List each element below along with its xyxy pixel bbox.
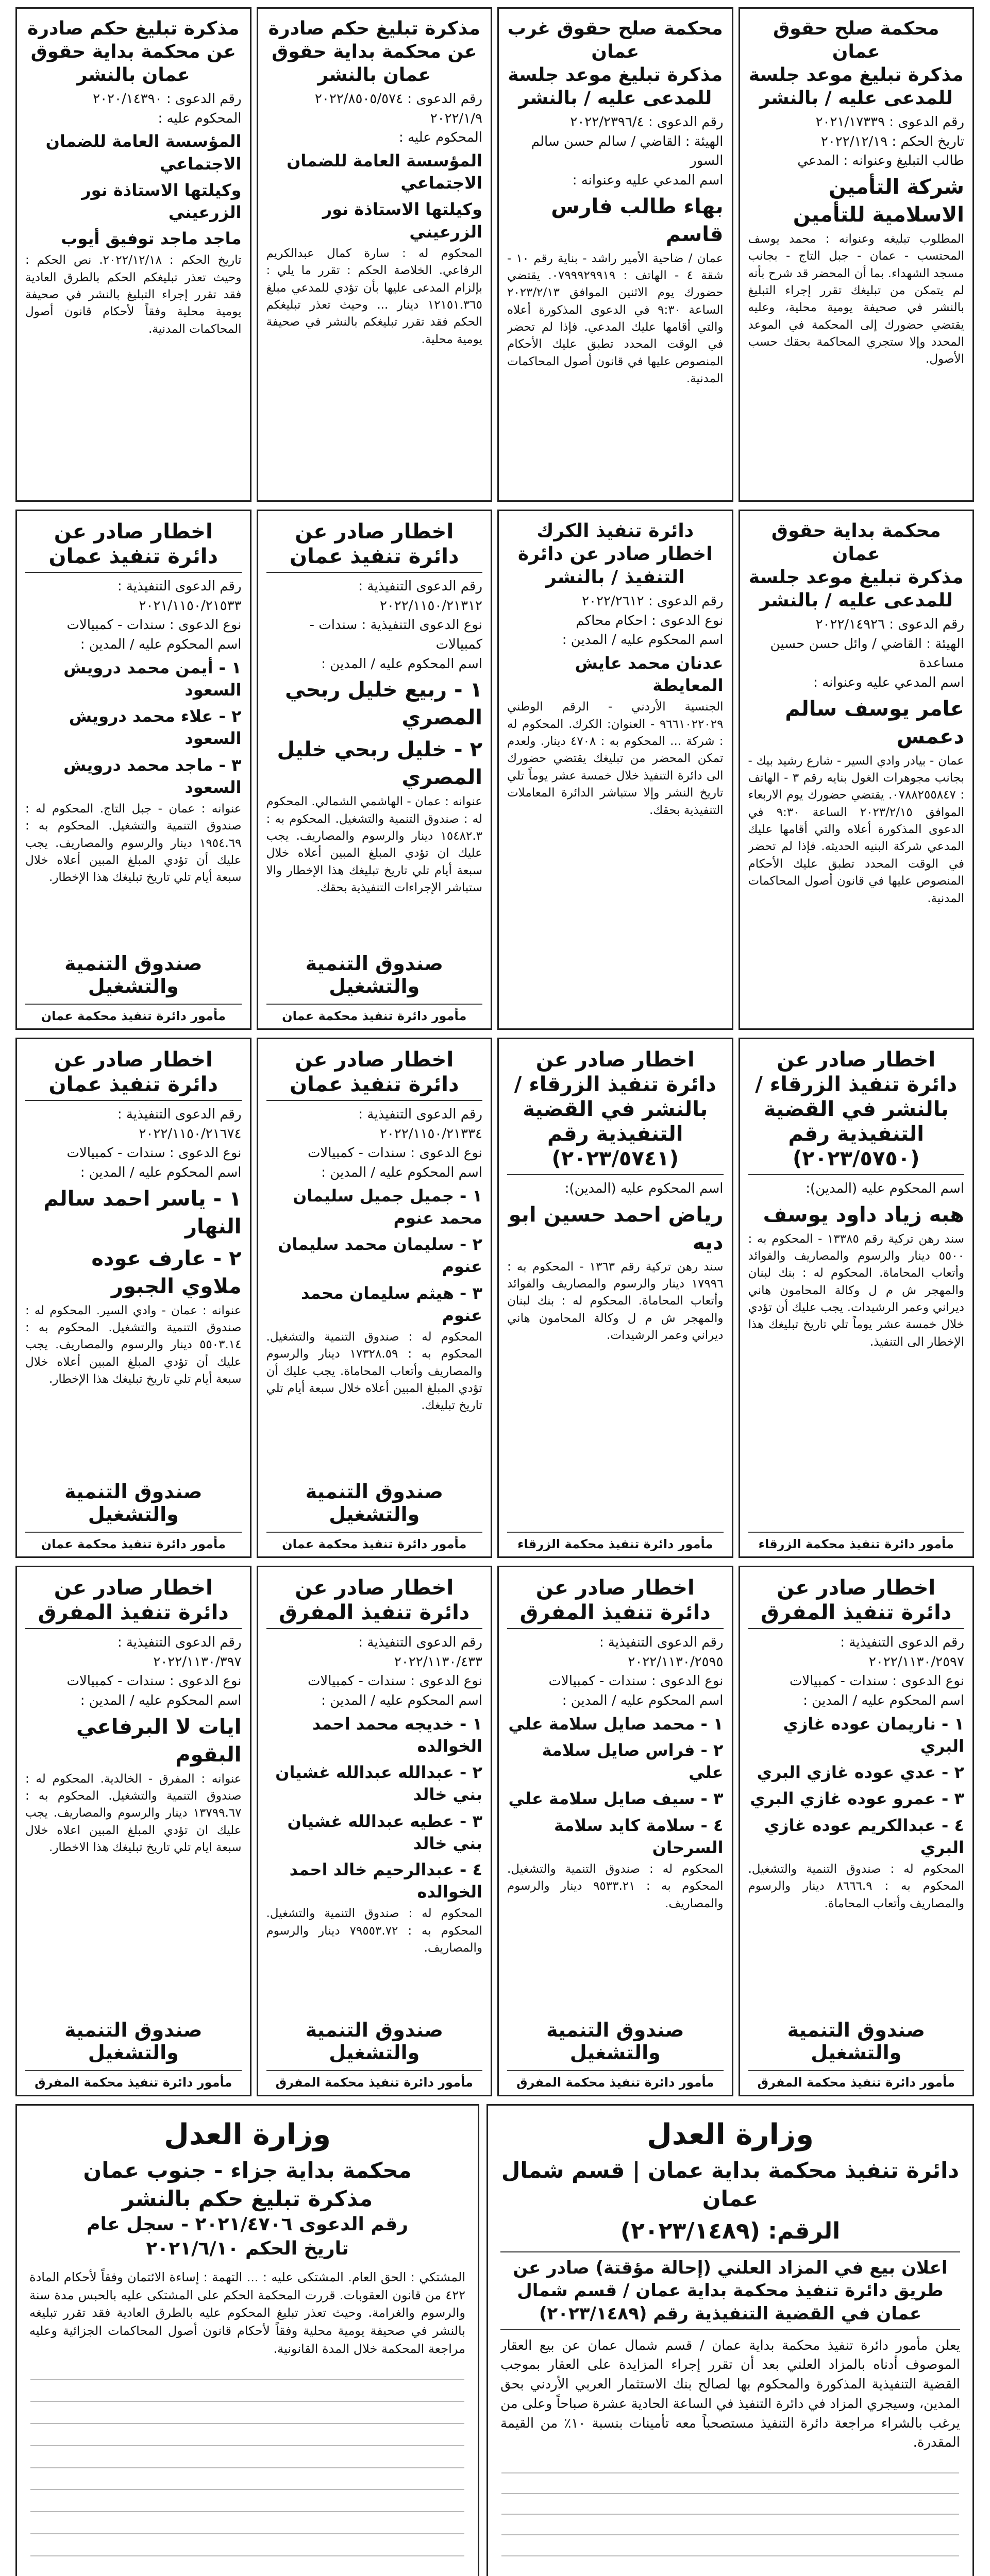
notice-heading: اخطار صادر عن دائرة تنفيذ عمان — [266, 1047, 483, 1101]
party-name: ٢ - سليمان محمد سليمان عنوم — [278, 1234, 482, 1277]
party-name: ٢ - عبدالله عبدالله غشيان بني خالد — [275, 1762, 482, 1805]
party-name: ٣ - عطيه عبدالله غشيان بني خالد — [287, 1811, 482, 1853]
notice-meta: رقم الدعوى التنفيذية : ٢٠٢٢/١١٣٠/٤٣٣ نوع الدعوى : سندات - كمبيالات اسم المحكوم عليه / المدين : — [307, 1635, 482, 1709]
party-name: هبه زياد داود يوسف — [763, 1202, 964, 1227]
creditor-name: صندوق التنمية والتشغيل — [546, 2019, 684, 2064]
notice-body: سند رهن تركية رقم ١٣٣٨٥ - المحكوم به : ٥٥٠٠ دينار والرسوم والمصاريف والفوائد وأتعاب المحاماة. المحكوم له : بنك لبنان والمهجر ش م ل وكالة المحامون هاني ديراني وعمر الرشيدات. يجب عليك أن تؤدي خلال خمسة عشر يوماً تلي تاريخ تبليغك هذا الإخطار الى التنفيذ. — [748, 1232, 964, 1349]
signature: مأمور دائرة تنفيذ محكمة المفرق — [507, 2070, 724, 2090]
signature: مأمور دائرة تنفيذ محكمة عمان — [25, 1004, 242, 1023]
notice-meta: رقم الدعوى : ٢٠٢٢/١٤٩٢٦ الهيئة : القاضي / وائل حسن حسين مساعدة اسم المدعي عليه وعنوانه : — [770, 617, 964, 691]
party-name: ١ - خديجه محمد احمد الخوالده — [312, 1714, 482, 1756]
notice-heading: اخطار صادر عن دائرة تنفيذ المفرق — [25, 1575, 242, 1629]
notice-body: عمان - بيادر وادي السير - شارع رشيد بيك - بجانب مجوهرات الغول بنايه رقم ٣ - الهاتف : ٠٧٨٨٢٥٥٨٤٧. يقتضي حضورك يوم الاربعاء الموافق ٢٠٢٣/٢/١٥ الساعة ٩:٣٠ في الدعوى المذكورة أعلاه والتي أقامها عليك المدعي شركة البنيه الحديثه. فإذا لم تحضر في الوقت المحدد تطبق عليك الأحكام المنصوص عليها في قانون أصول المحاكمات المدنية. — [748, 754, 964, 905]
notice-body: المحكوم له : صندوق التنمية والتشغيل. المحكوم به : ٨٦٦٦.٩ دينار والرسوم والمصاريف وأتعاب المحاماة. — [748, 1862, 964, 1910]
notice-heading: اخطار صادر عن دائرة تنفيذ عمان — [25, 1047, 242, 1101]
auction-reference: الرقم: (٢٠٢٣/١٤٨٩) — [620, 2218, 841, 2245]
signature: مأمور دائرة تنفيذ محكمة عمان — [25, 1532, 242, 1551]
party-name: ٤ - عبدالرحيم خالد احمد الخوالده — [289, 1859, 482, 1902]
notice-meta: رقم الدعوى التنفيذية : ٢٠٢٢/١١٥٠/٢١٣١٢ نوع الدعوى التنفيذية : سندات - كمبيالات اسم المحكوم عليه / المدين : — [309, 579, 482, 672]
judgment-body: المشتكي : الحق العام. المشتكى عليه : ... التهمة : إساءة الائتمان وفقاً لأحكام المادة ٤٢٢ من قانون العقوبات. قررت المحكمة الحكم على المشتكى عليه بالحبس مدة سنة والرسوم والغرامة. وحيث تعذر تبليغ المحكوم عليه بالطرق العادية فقد تقرر تبليغه بالنشر في صحيفة يومية محلية وفقاً لأحكام قانون أصول المحاكمات الجزائية وعليه مراجعة المحكمة خلال المدة القانونية. — [29, 2269, 465, 2356]
party-name: المؤسسة العامة للضمان الاجتماعي — [45, 131, 242, 174]
notice-card — [15, 510, 251, 1030]
party-name: ٤ - عبدالكريم عوده غازي البري — [764, 1815, 964, 1857]
auction-notice — [486, 2104, 974, 2576]
notice-body: تاريخ الحكم : ٢٠٢٢/١٢/١٨. نص الحكم : وحيث تعذر تبليغكم الحكم بالطرق العادية فقد تقرر إجراء التبليغ بالنشر في صحيفة يومية محلية وفقاً لأحكام قانون أصول المحاكمات المدنية. — [25, 253, 242, 336]
party-name: شركة التأمين الاسلامية للتأمين — [793, 175, 964, 227]
party-name: ماجد ماجد توفيق أيوب — [61, 229, 242, 249]
ministry-title: وزارة العدل — [647, 2118, 814, 2151]
notice-heading: اخطار صادر عن دائرة تنفيذ المفرق — [748, 1575, 965, 1629]
notice-meta: رقم الدعوى : ٢٠٢٠/١٤٣٩٠ المحكوم عليه : — [93, 91, 242, 126]
notice-card — [497, 7, 733, 502]
signature: مأمور دائرة تنفيذ محكمة عمان — [266, 1532, 483, 1551]
court-name: محكمة بداية جزاء - جنوب عمان — [83, 2158, 412, 2183]
notices-row-1 — [15, 7, 974, 502]
notice-card — [497, 1566, 733, 2096]
notice-body: المحكوم له : صندوق التنمية والتشغيل. المحكوم به : ٩٥٣٣.٢١ دينار والرسوم والمصاريف. — [507, 1862, 724, 1910]
notice-body: الجنسية الأردني - الرقم الوطني ٩٦٦١٠٢٢٠٢٩ - العنوان: الكرك. المحكوم له : شركة ... المحكوم به : ٤٧٠٨ دينار. ولعدم تمكن المحضر من تبليغك يقتضي حضورك الى دائرة التنفيذ خلال خمسة عشر يوماً تلي تاريخ النشر وإلا ستباشر الدائرة المعاملات التنفيذية بحقك. — [507, 700, 724, 817]
party-name: ٤ - سلامة كايد سلامة السرحان — [554, 1815, 724, 1857]
notice-heading: اخطار صادر عن دائرة تنفيذ عمان — [266, 519, 483, 573]
notice-card — [739, 7, 975, 502]
notice-meta: اسم المحكوم عليه (المدين): — [806, 1181, 964, 1196]
judgment-notice — [15, 2104, 479, 2576]
party-name: عامر يوسف سالم دعمس — [785, 697, 964, 749]
notice-heading: مذكرة تبليغ حكم صادرة عن محكمة بداية حقوق عمان بالنشر — [268, 18, 480, 86]
notice-body: عمان / ضاحية الأمير راشد - بناية رقم ١٠ - شقة ٤ - الهاتف : ٠٧٩٩٩٢٩٩١٩. يقتضي حضورك يوم الاثنين الموافق ٢٠٢٣/٢/١٣ الساعة ٩:٣٠ في الدعوى المذكورة أعلاه والتي أقامها عليك المدعي. فإذا لم تحضر في الوقت المحدد تطبق عليك الأحكام المنصوص عليها في قانون أصول المحاكمات المدنية. — [507, 251, 724, 386]
notice-card — [15, 1566, 251, 2096]
creditor-name: صندوق التنمية والتشغيل — [64, 952, 203, 997]
notice-body: عنوانه : المفرق - الخالدية. المحكوم له : صندوق التنمية والتشغيل. المحكوم به : ١٣٧٩٩.٦٧ دينار والرسوم والمصاريف. يجب عليك ان تؤدي المبلغ المبين اعلاه خلال سبعة ايام تلي تاريخ تبليغك هذا الاخطار. — [25, 1772, 242, 1855]
fine-print — [500, 2453, 960, 2576]
notice-card — [257, 7, 493, 502]
notice-body: عنوانه : عمان - جبل التاج. المحكوم له : صندوق التنمية والتشغيل. المحكوم به : ١٩٥٤.٦٩ دينار والرسوم والمصاريف. يجب عليك أن تؤدي المبلغ المبين أعلاه خلال سبعة أيام تلي تاريخ تبليغك هذا الإخطار. — [25, 802, 242, 885]
party-name: رياض احمد حسين ابو ديه — [508, 1202, 724, 1255]
party-name: المؤسسة العامة للضمان الاجتماعي — [287, 151, 482, 193]
notice-card — [739, 1038, 975, 1558]
party-name: وكيلتها الاستاذة نور الزرعيني — [81, 180, 242, 222]
notice-body: سند رهن تركية رقم ١٣٦٣ - المحكوم به : ١٧٩٩٦ دينار والرسوم والمصاريف والفوائد وأتعاب المحاماة. المحكوم له : بنك لبنان والمهجر ش م ل وكالة المحامون هاني ديراني وعمر الرشيدات. — [507, 1260, 724, 1343]
creditor-name: صندوق التنمية والتشغيل — [787, 2019, 925, 2064]
party-name: ٣ - عمرو عوده غازي البري — [750, 1789, 964, 1809]
notice-body: عنوانه : عمان - وادي السير. المحكوم له : صندوق التنمية والتشغيل. المحكوم به : ٥٥٠٣.١٤ دينار والرسوم والمصاريف. يجب عليك أن تؤدي المبلغ المبين أعلاه خلال سبعة أيام تلي تاريخ تبليغك هذا الإخطار. — [25, 1303, 242, 1386]
notices-row-2 — [15, 510, 974, 1030]
signature: مأمور دائرة تنفيذ محكمة المفرق — [748, 2070, 965, 2090]
notice-card — [257, 1566, 493, 2096]
party-name: ٢ - خليل ربحي خليل المصري — [277, 738, 482, 790]
party-name: ١ - جميل جميل سليمان محمد عنوم — [292, 1185, 482, 1228]
creditor-name: صندوق التنمية والتشغيل — [64, 2019, 203, 2064]
party-name: ٢ - فراس صايل سلامة علي — [542, 1740, 724, 1783]
party-name: ١ - أيمن محمد درويش السعود — [63, 657, 242, 700]
auction-body: يعلن مأمور دائرة تنفيذ محكمة بداية عمان / قسم شمال عمان عن بيع العقار الموصوف أدناه بالمزاد العلني بعد أن تقرر إجراء المزايدة على العقار بموجب القضية التنفيذية المذكورة والمحكوم بها لصالح بنك الاستثمار العربي الأردني بحق المدين، وسيجري المزاد في دائرة التنفيذ في الساعة الحادية عشرة صباحاً وعلى من يرغب بالشراء مراجعة دائرة التنفيذ مستصحباً معه تأمينات بنسبة ١٠٪ من القيمة المقدرة. — [500, 2337, 960, 2451]
notice-heading: دائرة تنفيذ الكرك اخطار صادر عن دائرة التنفيذ / بالنشر — [517, 520, 713, 588]
notice-meta: رقم الدعوى : ٢٠٢١/١٧٣٣٩ تاريخ الحكم : ٢٠٢٢/١٢/١٩ طالب التبليغ وعنوانه : المدعي — [797, 114, 964, 169]
notice-body: عنوانه : عمان - الهاشمي الشمالي. المحكوم له : صندوق التنمية والتشغيل. المحكوم به : ١٥٤٨٢.٣ دينار والرسوم والمصاريف. يجب عليك ان تؤدي المبلغ المبين أعلاه خلال سبعة أيام تلي تاريخ تبليغك هذا الإخطار والا ستباشر الإجراءات التنفيذية بحقك. — [266, 795, 482, 895]
signature: مأمور دائرة تنفيذ محكمة المفرق — [266, 2070, 483, 2090]
auction-announcement: اعلان بيع في المزاد العلني (إحالة مؤقتة) صادر عن طريق دائرة تنفيذ محكمة بداية عمان / قسم شمال عمان في القضية التنفيذية رقم (٢٠٢٣/١٤٨٩) — [500, 2251, 960, 2330]
notice-meta: رقم الدعوى التنفيذية : ٢٠٢١/١١٥٠/٢١٥٣٣ نوع الدعوى : سندات - كمبيالات اسم المحكوم عليه / المدين : — [66, 579, 242, 653]
notice-heading: اخطار صادر عن دائرة تنفيذ المفرق — [266, 1575, 483, 1629]
notice-meta: رقم الدعوى التنفيذية : ٢٠٢٢/١١٣٠/٢٥٩٥ نوع الدعوى : سندات - كمبيالات اسم المحكوم عليه / المدين : — [548, 1635, 724, 1709]
signature: مأمور دائرة تنفيذ محكمة الزرقاء — [748, 1532, 965, 1551]
party-name: ٣ - سيف صايل سلامة علي — [508, 1789, 724, 1809]
party-name: ٣ - هيثم سليمان محمد عنوم — [301, 1283, 482, 1325]
notice-heading: اخطار صادر عن دائرة تنفيذ المفرق — [507, 1575, 724, 1629]
creditor-name: صندوق التنمية والتشغيل — [305, 952, 443, 997]
bottom-section — [15, 2104, 974, 2576]
party-name: ١ - ناريمان عوده غازي البري — [783, 1714, 964, 1756]
auction-department: دائرة تنفيذ محكمة بداية عمان | قسم شمال عمان — [501, 2158, 960, 2211]
notice-heading: اخطار صادر عن دائرة تنفيذ عمان — [25, 519, 242, 573]
notice-meta: رقم الدعوى التنفيذية : ٢٠٢٢/١١٥٠/٢١٣٣٤ نوع الدعوى : سندات - كمبيالات اسم المحكوم عليه / المدين : — [307, 1107, 482, 1181]
case-number: رقم الدعوى ٢٠٢١/٤٧٠٦ - سجل عام — [87, 2214, 408, 2235]
notice-card — [497, 510, 733, 1030]
signature: مأمور دائرة تنفيذ محكمة عمان — [266, 1004, 483, 1023]
notice-body: المحكوم له : صندوق التنمية والتشغيل. المحكوم به : ١٧٣٢٨.٥٩ دينار والرسوم والمصاريف وأتعاب المحاماة. يجب عليك أن تؤدي المبلغ المبين أعلاه خلال سبعة أيام تلي تاريخ تبليغك. — [266, 1330, 482, 1413]
party-name: ٢ - علاء محمد درويش السعود — [69, 706, 242, 749]
notice-meta: رقم الدعوى : ٢٠٢٢/٢٣٩٦/٤ الهيئة : القاضي / سالم حسن سالم السور اسم المدعي عليه وعنوانه : — [531, 114, 724, 189]
notice-card — [497, 1038, 733, 1558]
notice-card — [739, 510, 975, 1030]
notices-row-4 — [15, 1566, 974, 2096]
notice-meta: رقم الدعوى : ٢٠٢٢/٢٦١٢ نوع الدعوى : احكام محاكم اسم المحكوم عليه / المدين : — [562, 594, 724, 648]
party-name: بهاء طالب فارس قاسم — [551, 194, 724, 246]
notice-card — [15, 7, 251, 502]
party-name: ايات لا البرفاعي البقوم — [76, 1715, 242, 1767]
ministry-title: وزارة العدل — [164, 2118, 331, 2151]
notice-card — [257, 1038, 493, 1558]
party-name: ١ - ياسر احمد سالم النهار — [43, 1187, 242, 1239]
party-name: ٢ - عدي عوده غازي البري — [757, 1762, 964, 1783]
newspaper-page — [15, 7, 974, 2576]
notice-type: مذكرة تبليغ حكم بالنشر — [122, 2185, 373, 2211]
notice-heading: اخطار صادر عن دائرة تنفيذ الزرقاء / بالنشر في القضية التنفيذية رقم (٢٠٢٣/٥٧٤١) — [507, 1047, 724, 1175]
signature: مأمور دائرة تنفيذ محكمة المفرق — [25, 2070, 242, 2090]
party-name: ١ - ربيع خليل ربحي المصري — [285, 678, 482, 730]
party-name: ٣ - ماجد محمد درويش السعود — [63, 755, 242, 797]
notice-meta: رقم الدعوى التنفيذية : ٢٠٢٢/١١٣٠/٢٥٩٧ نوع الدعوى : سندات - كمبيالات اسم المحكوم عليه / المدين : — [789, 1635, 964, 1709]
notice-card — [257, 510, 493, 1030]
party-name: وكيلتها الاستاذة نور الزرعيني — [322, 199, 482, 242]
party-name: ١ - محمد صايل سلامة علي — [508, 1714, 724, 1734]
notice-meta: رقم الدعوى : ٢٠٢٢/٨٥٠٥/٥٧٤ ٢٠٢٢/١/٩ المحكوم عليه : — [314, 91, 482, 146]
notice-body: المحكوم له : سارة كمال عبدالكريم الرفاعي. الخلاصة الحكم : تقرر ما يلي : بإلزام المدعى عليها بأن تؤدي للمدعي مبلغ ١٢١٥١.٣٦٥ دينار ... وحيث تعذر تبليغكم الحكم فقد تقرر تبليغكم بالنشر في صحيفة يومية محلية. — [266, 246, 482, 346]
notice-heading: اخطار صادر عن دائرة تنفيذ الزرقاء / بالنشر في القضية التنفيذية رقم (٢٠٢٣/٥٧٥٠) — [748, 1047, 965, 1175]
notice-heading: محكمة صلح حقوق عمان مذكرة تبليغ موعد جلسة للمدعى عليه / بالنشر — [748, 18, 964, 109]
signature: مأمور دائرة تنفيذ محكمة الزرقاء — [507, 1532, 724, 1551]
notice-heading: مذكرة تبليغ حكم صادرة عن محكمة بداية حقوق عمان بالنشر — [27, 18, 240, 86]
creditor-name: صندوق التنمية والتشغيل — [305, 2019, 443, 2064]
creditor-name: صندوق التنمية والتشغيل — [305, 1480, 443, 1526]
notice-meta: رقم الدعوى التنفيذية : ٢٠٢٢/١١٥٠/٢١٦٧٤ نوع الدعوى : سندات - كمبيالات اسم المحكوم عليه / المدين : — [66, 1107, 242, 1181]
notice-meta: رقم الدعوى التنفيذية : ٢٠٢٢/١١٣٠/٣٩٧ نوع الدعوى : سندات - كمبيالات اسم المحكوم عليه / المدين : — [66, 1635, 242, 1709]
notice-body: المطلوب تبليغه وعنوانه : محمد يوسف المحتسب - عمان - جبل التاج - بجانب مسجد الشهداء. بما أن المحضر قد شرح بأنه لم يتمكن من تبليغك تقرر إجراء التبليغ بالنشر في صحيفة يومية محلية، وعليه يقتضي حضورك إلى المحكمة في الموعد المحدد وإلا ستجري المحاكمة بحقك حسب الأصول. — [748, 232, 964, 366]
notices-row-3 — [15, 1038, 974, 1558]
creditor-name: صندوق التنمية والتشغيل — [64, 1480, 203, 1526]
notice-meta: اسم المحكوم عليه (المدين): — [564, 1181, 724, 1196]
notice-card — [739, 1566, 975, 2096]
notice-body: المحكوم له : صندوق التنمية والتشغيل. المحكوم به : ٧٩٥٥٣.٧٢ دينار والرسوم والمصاريف. — [266, 1907, 482, 1955]
fine-print — [29, 2358, 465, 2576]
notice-heading: محكمة صلح حقوق غرب عمان مذكرة تبليغ موعد جلسة للمدعى عليه / بالنشر — [507, 18, 723, 109]
party-name: عدنان محمد عايش المعايطة — [575, 653, 724, 696]
notice-heading: محكمة بداية حقوق عمان مذكرة تبليغ موعد جلسة للمدعى عليه / بالنشر — [748, 520, 964, 611]
party-name: ٢ - عارف عوده ملاوي الجبور — [91, 1246, 242, 1298]
notice-card — [15, 1038, 251, 1558]
judgment-date: تاريخ الحكم ٢٠٢١/٦/١٠ — [146, 2238, 349, 2259]
